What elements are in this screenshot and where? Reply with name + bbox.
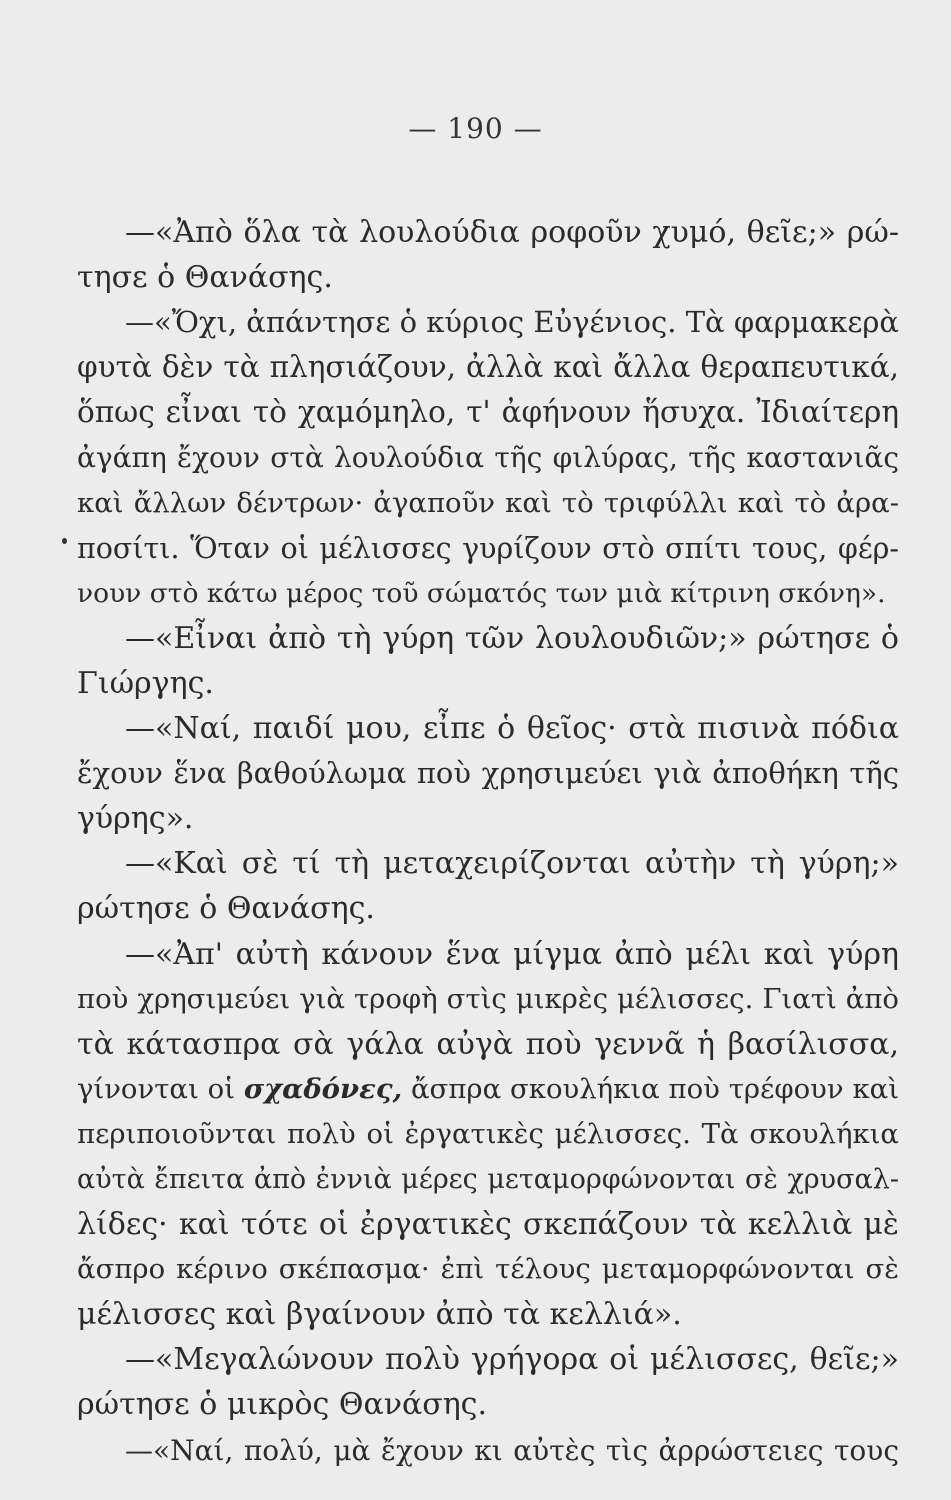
text-line: τὰ κάτασπρα σὰ γάλα αὐγὰ ποὺ γεννᾶ ἡ βασίλισσα, [77, 1026, 899, 1062]
page-number: — 190 — [408, 112, 543, 145]
text-line: —«Καὶ σὲ τί τὴ μεταχειρίζονται αὐτὴν τὴ γύρη;» [125, 846, 899, 882]
text-line: μέλισσες καὶ βγαίνουν ἀπὸ τὰ κελλιά». [77, 1297, 682, 1333]
text-line: ἔχουν ἕνα βαθούλωμα ποὺ χρησιμεύει γιὰ ἀποθήκη τῆς [77, 756, 899, 791]
text-line: Γιώργης. [77, 665, 214, 701]
text-line: ἄσπρο κέρινο σκέπασμα· ἐπὶ τέλους μεταμορφώνονται σὲ [77, 1253, 899, 1286]
text-line: ρώτησε ὁ μικρὸς Θανάσης. [77, 1387, 488, 1423]
text-segment: ἄσπρα σκουλήκια ποὺ τρέφουν καὶ [402, 1072, 899, 1105]
text-line: —«Εἶναι ἀπὸ τὴ γύρη τῶν λουλουδιῶν;» ρώτησε ὁ [125, 620, 899, 656]
text-line: —«Ὄχι, ἀπάντησε ὁ κύριος Εὐγένιος. Τὰ φαρμακερὰ [125, 305, 899, 340]
text-line: αὐτὰ ἔπειτα ἀπὸ ἐννιὰ μέρες μεταμορφώνονται σὲ χρυσαλ- [77, 1163, 899, 1195]
text-line: τησε ὁ Θανάσης. [77, 260, 333, 296]
text-line: καὶ ἄλλων δέντρων· ἀγαποῦν καὶ τὸ τριφύλλι καὶ τὸ ἀρα- [77, 486, 899, 519]
text-line: —«Ναί, παιδί μου, εἶπε ὁ θεῖος· στὰ πισινὰ πόδια [125, 711, 899, 747]
text-line: —«Ἀπὸ ὅλα τὰ λουλούδια ροφοῦν χυμό, θεῖε;» ρώ- [125, 215, 899, 250]
emphasized-term: σχαδόνες, [243, 1072, 403, 1105]
text-line: φυτὰ δὲν τὰ πλησιάζουν, ἀλλὰ καὶ ἄλλα θεραπευτικά, [77, 350, 899, 385]
text-line: ποὺ χρησιμεύει γιὰ τροφὴ στὶς μικρὲς μέλισσες. Γιατὶ ἀπὸ [77, 982, 899, 1015]
text-line [77, 1067, 899, 1112]
text-line: ποσίτι. Ὅταν οἱ μέλισσες γυρίζουν στὸ σπίτι τους, φέρ- [77, 531, 899, 565]
text-line: —«Ναί, πολύ, μὰ ἔχουν κι αὐτὲς τὶς ἀρρώστειες τους [125, 1433, 899, 1467]
text-line: —«Μεγαλώνουν πολὺ γρήγορα οἱ μέλισσες, θεῖε;» [125, 1342, 899, 1378]
text-line: λίδες· καὶ τότε οἱ ἐργατικὲς σκεπάζουν τὰ κελλιὰ μὲ [77, 1207, 899, 1243]
text-segment: γίνονται οἱ [77, 1072, 244, 1105]
text-line: ρώτησε ὁ Θανάσης. [77, 891, 375, 927]
text-line: περιποιοῦνται πολὺ οἱ ἐργατικὲς μέλισσες. Τὰ σκουλήκια [77, 1117, 899, 1150]
text-line: ἀγάπη ἔχουν στὰ λουλούδια τῆς φιλύρας, τῆς καστανιᾶς [77, 441, 899, 475]
text-line: γύρης». [77, 801, 194, 837]
text-line: νουν στὸ κάτω μέρος τοῦ σώματός των μιὰ κίτρινη σκόνη». [77, 577, 886, 609]
ink-speck [62, 538, 67, 544]
text-line: ὅπως εἶναι τὸ χαμόμηλο, τ' ἀφήνουν ἥσυχα. Ἰδιαίτερη [77, 395, 899, 430]
body-text [77, 210, 899, 1473]
text-line: —«Ἀπ' αὐτὴ κάνουν ἕνα μίγμα ἀπὸ μέλι καὶ γύρη [125, 936, 899, 972]
